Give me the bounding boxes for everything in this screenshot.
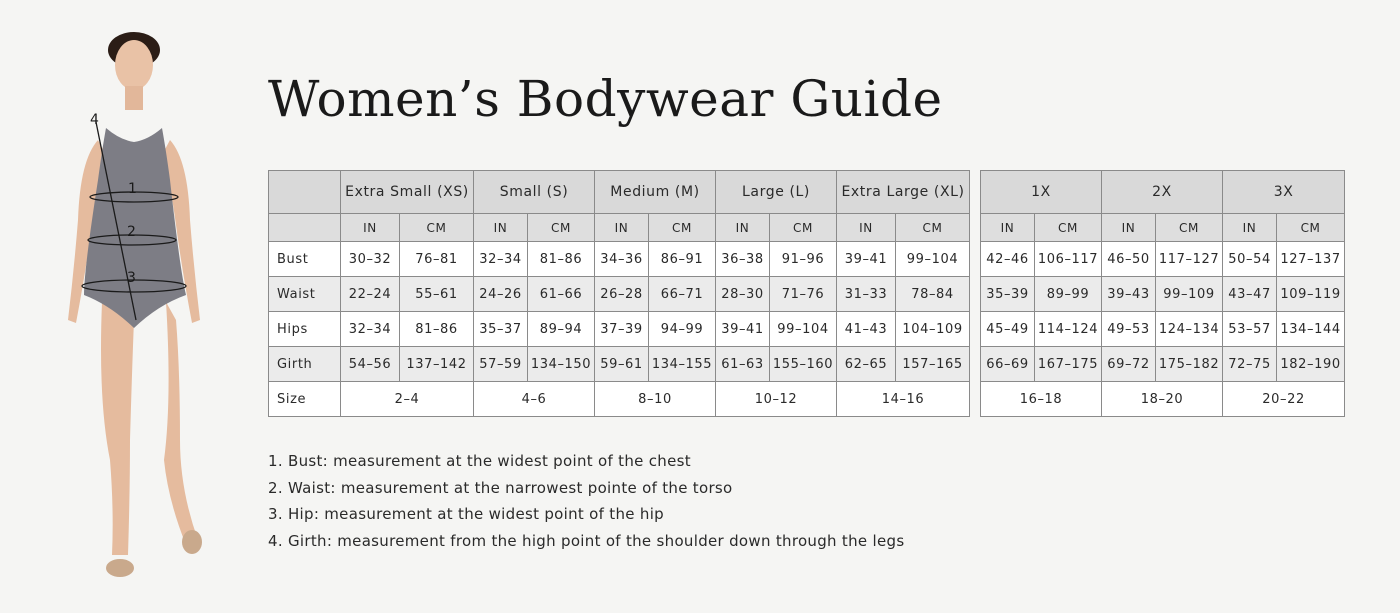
cell: 10–12	[716, 382, 837, 417]
cell: 32–34	[474, 242, 528, 277]
cell: 46–50	[1102, 242, 1156, 277]
cell: 28–30	[716, 277, 770, 312]
size-name: Large (L)	[716, 171, 837, 214]
corner-cell	[269, 214, 341, 242]
cell: 55–61	[400, 277, 474, 312]
cell: 134–144	[1277, 312, 1345, 347]
unit-in: IN	[1102, 214, 1156, 242]
size-name: 1X	[981, 171, 1102, 214]
cell: 34–36	[595, 242, 649, 277]
cell: 35–39	[981, 277, 1035, 312]
cell: 35–37	[474, 312, 528, 347]
cell: 59–61	[595, 347, 649, 382]
cell: 61–63	[716, 347, 770, 382]
cell: 37–39	[595, 312, 649, 347]
cell: 99–104	[896, 242, 970, 277]
cell: 99–104	[770, 312, 837, 347]
measurement-notes	[268, 448, 904, 554]
size-name: Extra Large (XL)	[837, 171, 970, 214]
unit-cm: CM	[400, 214, 474, 242]
cell: 124–134	[1156, 312, 1223, 347]
cell: 81–86	[400, 312, 474, 347]
row-label: Waist	[269, 277, 341, 312]
cell: 106–117	[1035, 242, 1102, 277]
cell: 89–94	[528, 312, 595, 347]
row-label: Girth	[269, 347, 341, 382]
cell: 62–65	[837, 347, 896, 382]
cell: 167–175	[1035, 347, 1102, 382]
cell: 31–33	[837, 277, 896, 312]
unit-row	[269, 214, 970, 242]
cell: 2–4	[341, 382, 474, 417]
cell: 99–109	[1156, 277, 1223, 312]
cell: 72–75	[1223, 347, 1277, 382]
unit-in: IN	[341, 214, 400, 242]
cell: 30–32	[341, 242, 400, 277]
size-name: 3X	[1223, 171, 1345, 214]
cell: 39–43	[1102, 277, 1156, 312]
cell: 53–57	[1223, 312, 1277, 347]
cell: 16–18	[981, 382, 1102, 417]
page-title: Women’s Bodywear Guide	[268, 70, 943, 128]
cell: 22–24	[341, 277, 400, 312]
cell: 49–53	[1102, 312, 1156, 347]
model-figure	[40, 20, 230, 595]
figure-label-waist: 2	[127, 224, 136, 240]
unit-cm: CM	[1277, 214, 1345, 242]
note-item: 2. Waist: measurement at the narrowest pointe of the torso	[268, 478, 733, 497]
cell: 94–99	[649, 312, 716, 347]
unit-in: IN	[837, 214, 896, 242]
cell: 91–96	[770, 242, 837, 277]
bust-row	[981, 242, 1345, 277]
unit-cm: CM	[1035, 214, 1102, 242]
unit-cm: CM	[649, 214, 716, 242]
row-label: Bust	[269, 242, 341, 277]
size-table-standard	[268, 170, 970, 417]
cell: 137–142	[400, 347, 474, 382]
girth-row	[981, 347, 1345, 382]
unit-cm: CM	[1156, 214, 1223, 242]
size-name: 2X	[1102, 171, 1223, 214]
cell: 66–71	[649, 277, 716, 312]
cell: 14–16	[837, 382, 970, 417]
note-item: 1. Bust: measurement at the widest point of the chest	[268, 452, 691, 470]
cell: 134–155	[649, 347, 716, 382]
size-name: Extra Small (XS)	[341, 171, 474, 214]
size-name: Medium (M)	[595, 171, 716, 214]
waist-row	[981, 277, 1345, 312]
bust-row	[269, 242, 970, 277]
cell: 71–76	[770, 277, 837, 312]
row-label: Hips	[269, 312, 341, 347]
cell: 57–59	[474, 347, 528, 382]
cell: 43–47	[1223, 277, 1277, 312]
cell: 50–54	[1223, 242, 1277, 277]
cell: 36–38	[716, 242, 770, 277]
cell: 155–160	[770, 347, 837, 382]
cell: 18–20	[1102, 382, 1223, 417]
cell: 26–28	[595, 277, 649, 312]
corner-cell	[269, 171, 341, 214]
size-row	[269, 382, 970, 417]
cell: 182–190	[1277, 347, 1345, 382]
unit-in: IN	[716, 214, 770, 242]
size-name-row	[981, 171, 1345, 214]
girth-row	[269, 347, 970, 382]
cell: 54–56	[341, 347, 400, 382]
size-name-row	[269, 171, 970, 214]
figure-label-bust: 1	[128, 181, 137, 197]
cell: 4–6	[474, 382, 595, 417]
unit-in: IN	[1223, 214, 1277, 242]
cell: 8–10	[595, 382, 716, 417]
unit-row	[981, 214, 1345, 242]
cell: 24–26	[474, 277, 528, 312]
cell: 157–165	[896, 347, 970, 382]
cell: 61–66	[528, 277, 595, 312]
cell: 78–84	[896, 277, 970, 312]
figure-label-girth: 4	[90, 112, 99, 128]
unit-in: IN	[474, 214, 528, 242]
cell: 45–49	[981, 312, 1035, 347]
note-item: 3. Hip: measurement at the widest point of the hip	[268, 505, 664, 523]
cell: 104–109	[896, 312, 970, 347]
cell: 86–91	[649, 242, 716, 277]
unit-cm: CM	[770, 214, 837, 242]
cell: 114–124	[1035, 312, 1102, 347]
cell: 127–137	[1277, 242, 1345, 277]
hips-row	[981, 312, 1345, 347]
cell: 39–41	[837, 242, 896, 277]
cell: 42–46	[981, 242, 1035, 277]
waist-row	[269, 277, 970, 312]
cell: 76–81	[400, 242, 474, 277]
cell: 20–22	[1223, 382, 1345, 417]
note-item: 4. Girth: measurement from the high point of the shoulder down through the legs	[268, 531, 905, 550]
cell: 41–43	[837, 312, 896, 347]
figure-label-hips: 3	[127, 270, 136, 286]
cell: 69–72	[1102, 347, 1156, 382]
cell: 39–41	[716, 312, 770, 347]
cell: 89–99	[1035, 277, 1102, 312]
cell: 117–127	[1156, 242, 1223, 277]
size-row	[981, 382, 1345, 417]
unit-cm: CM	[528, 214, 595, 242]
cell: 32–34	[341, 312, 400, 347]
unit-in: IN	[595, 214, 649, 242]
cell: 66–69	[981, 347, 1035, 382]
size-name: Small (S)	[474, 171, 595, 214]
cell: 109–119	[1277, 277, 1345, 312]
row-label: Size	[269, 382, 341, 417]
size-table-plus	[980, 170, 1345, 417]
cell: 134–150	[528, 347, 595, 382]
unit-in: IN	[981, 214, 1035, 242]
cell: 81–86	[528, 242, 595, 277]
unit-cm: CM	[896, 214, 970, 242]
cell: 175–182	[1156, 347, 1223, 382]
hips-row	[269, 312, 970, 347]
